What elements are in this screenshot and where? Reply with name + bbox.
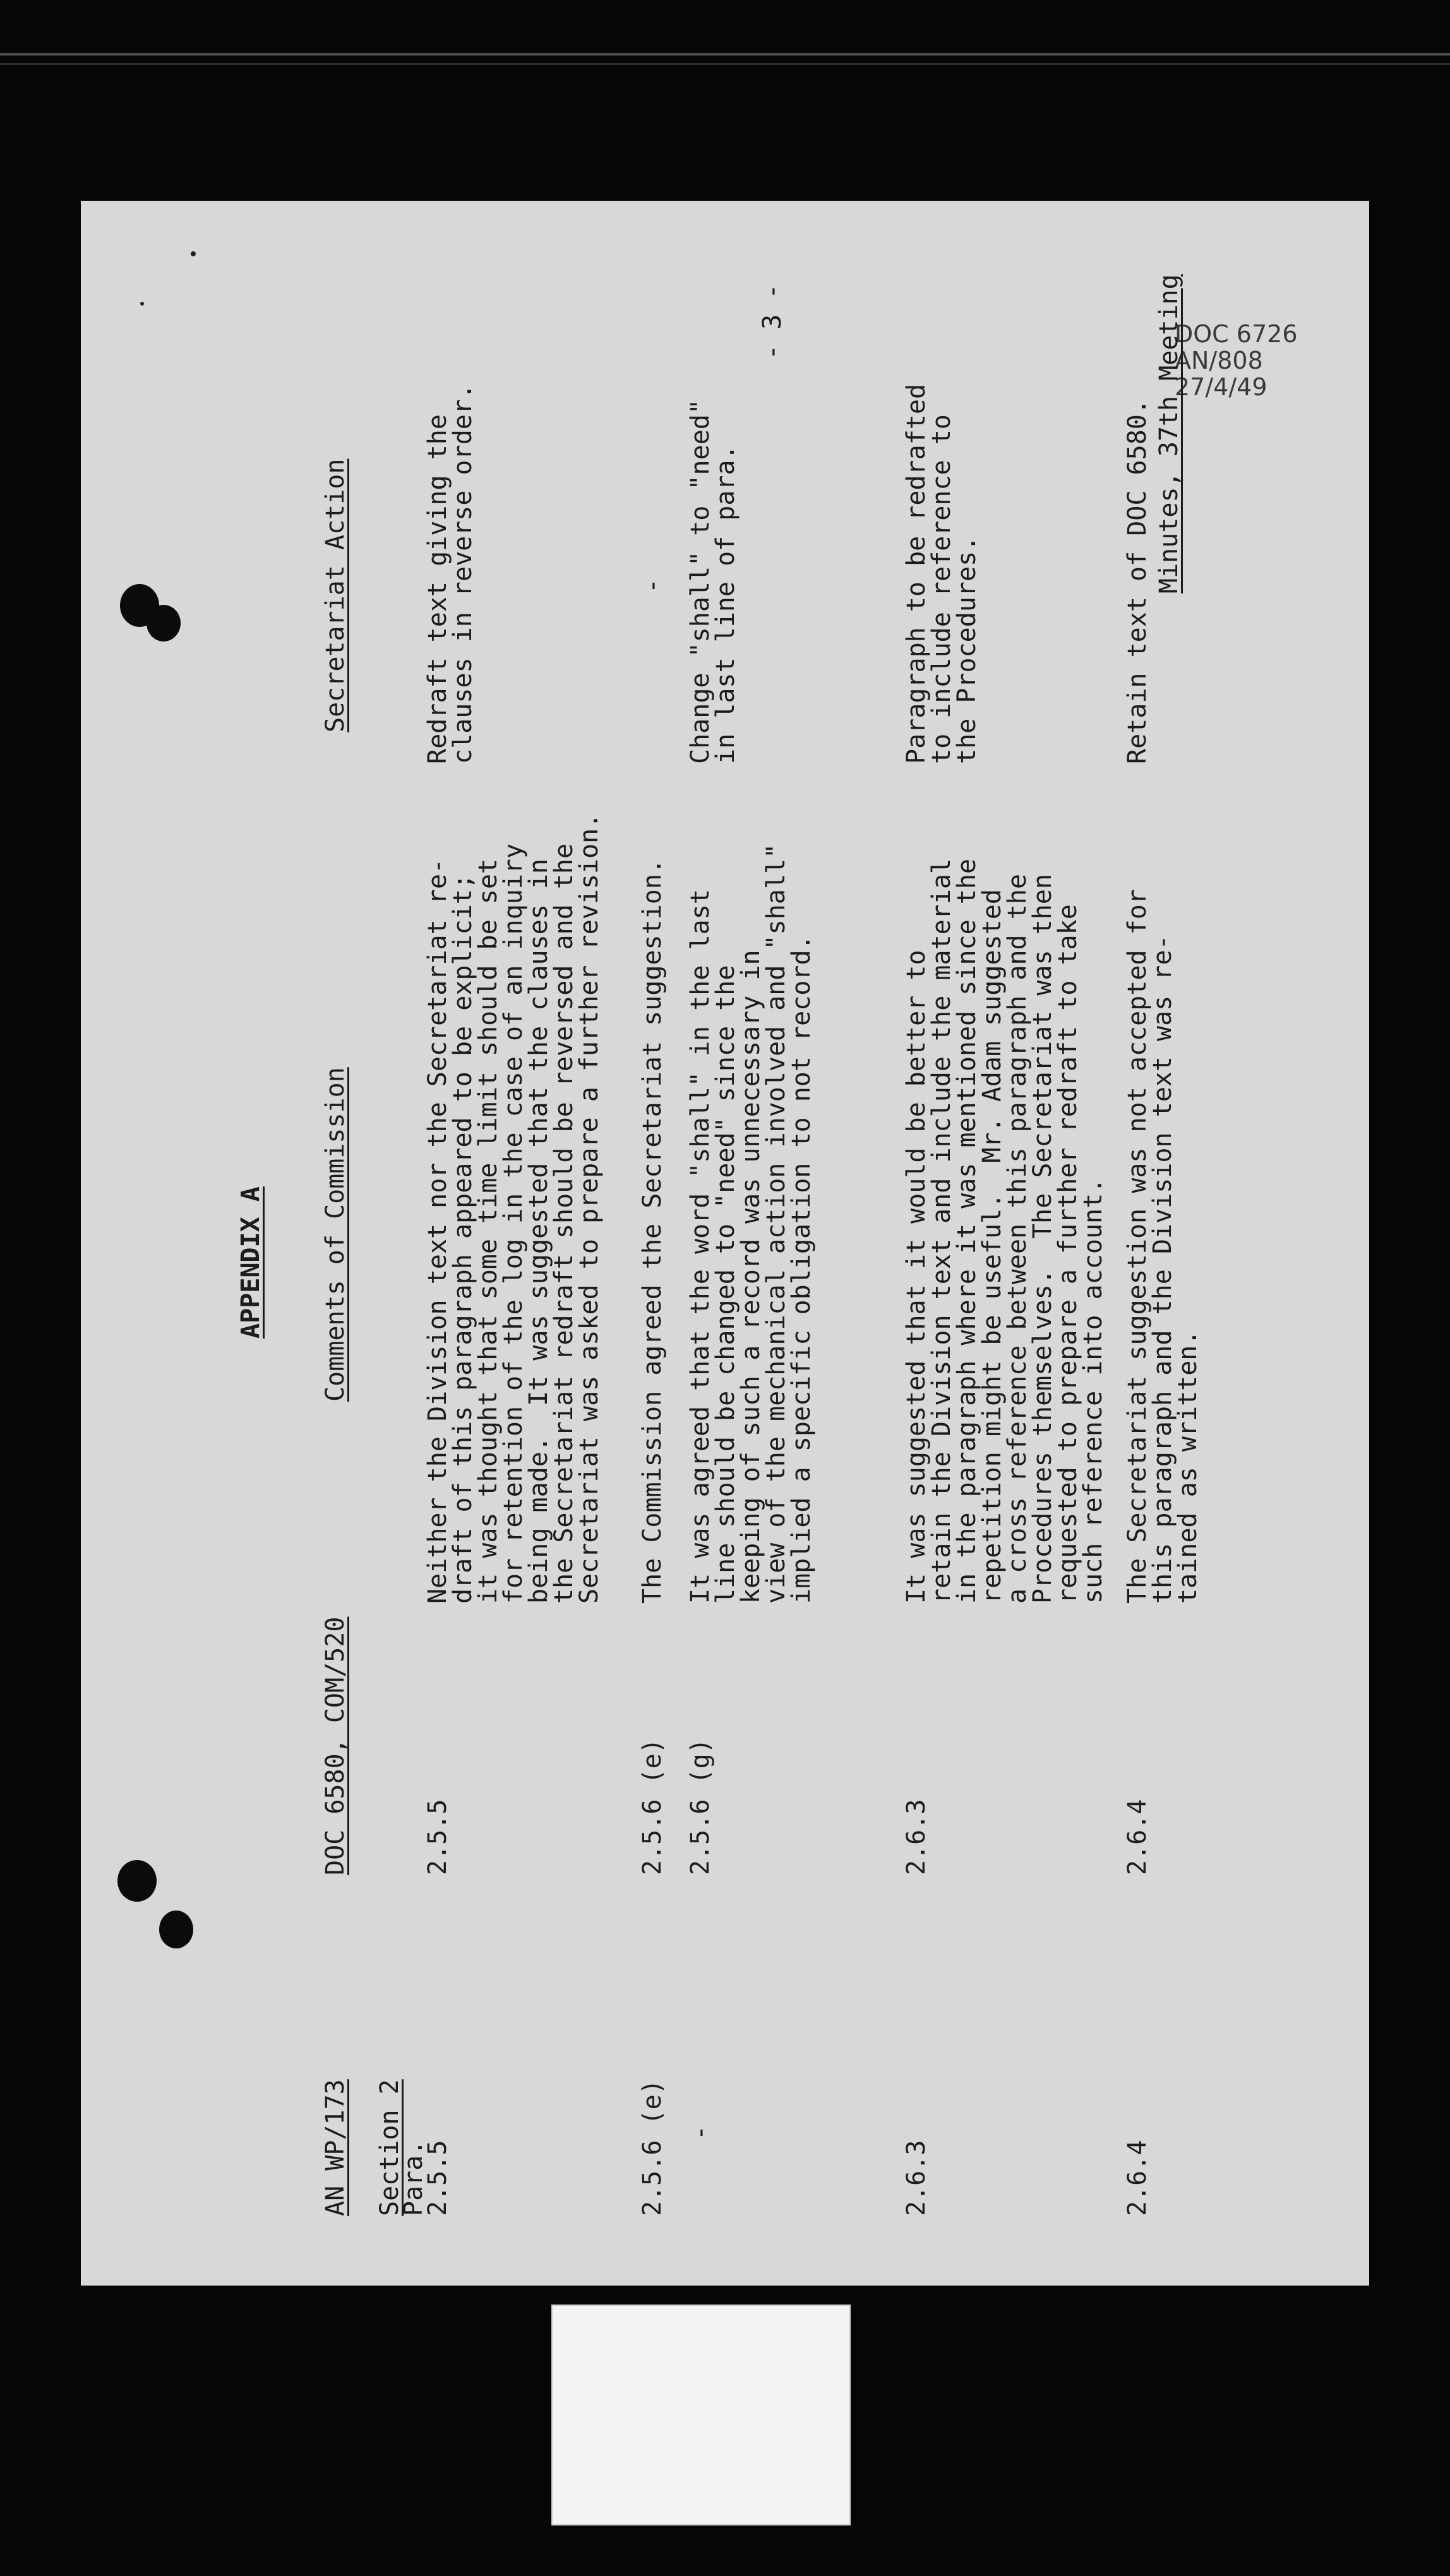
doc-ref-line3: 27/4/49	[1175, 373, 1267, 401]
row5-ref-wp: 2.6.4	[1123, 2140, 1152, 2216]
row1-comment-line: Neither the Division text nor the Secretariat re-	[423, 858, 452, 1604]
row3-comment-line: view of the mechanical action involved and "shall"	[762, 843, 791, 1604]
column-header-action: Secretariat Action	[321, 458, 350, 732]
row2-action: -	[638, 578, 667, 593]
row3-action-line: in last line of para.	[711, 444, 740, 764]
row4-action-line: Paragraph to be redrafted	[902, 383, 931, 764]
column-header-doc: DOC 6580, COM/520	[321, 1616, 350, 1875]
row3-ref-wp: -	[686, 2125, 715, 2140]
row1-action-line: Redraft text giving the	[423, 414, 452, 764]
row1-ref-wp: 2.5.5	[423, 2140, 452, 2216]
row4-comment-line: It was suggested that it would be better to	[902, 950, 931, 1604]
row4-ref-doc: 2.6.3	[902, 1799, 931, 1875]
row3-comment-line: keeping of such a record was unnecessary in	[736, 950, 765, 1604]
row4-comment-line: a cross reference between this paragraph and the	[1003, 874, 1032, 1604]
row1-action	[423, 383, 530, 764]
doc-ref-line1: DOC 6726	[1175, 320, 1298, 348]
column-header-wp: AN WP/173	[321, 2079, 350, 2216]
row3-comment	[686, 843, 873, 1604]
row1-comment-line: the Secretariat redraft should be reversed and the	[549, 843, 578, 1604]
row4-comment-line: in the paragraph where it was mentioned since the	[952, 858, 981, 1604]
row3-comment-line: implied a specific obligation to not record.	[787, 934, 816, 1604]
speck	[191, 251, 196, 256]
rotated-content	[95, 274, 1408, 2235]
row3-ref-doc: 2.5.6 (g)	[686, 1738, 715, 1875]
row4-ref-wp: 2.6.3	[902, 2140, 931, 2216]
row2-ref-wp: 2.5.6 (e)	[638, 2079, 667, 2216]
row4-action-line: to include reference to	[927, 414, 956, 764]
scan-edge-line-2	[0, 63, 1450, 65]
row4-action-line: the Procedures.	[952, 535, 981, 764]
row1-comment-line: Secretariat was asked to prepare a further revision.	[575, 813, 604, 1604]
row4-comment-line: requested to prepare a further redraft to take	[1053, 904, 1082, 1604]
row3-comment-line: It was agreed that the word "shall" in the last	[686, 889, 715, 1604]
row1-comment-line: draft of this paragraph appeared to be explicit;	[448, 874, 477, 1604]
page-number-display: - 3 -	[758, 283, 787, 360]
row3-comment-line: line should be changed to "need" since the	[711, 965, 740, 1604]
row2-ref-doc: 2.5.6 (e)	[638, 1738, 667, 1875]
row4-comment-line: such reference into account.	[1079, 1178, 1108, 1604]
column-header-comments: Comments of Commission	[321, 1067, 350, 1402]
row5-comment-line: tained as written.	[1173, 1330, 1202, 1604]
appendix-title: APPENDIX A	[236, 1186, 265, 1339]
row1-ref-doc: 2.5.5	[423, 1799, 452, 1875]
row5-comment	[1123, 889, 1257, 1604]
row5-comment-line: The Secretariat suggestion was not accepted for	[1123, 889, 1152, 1604]
blank-label-card	[551, 2305, 851, 2525]
row3-action-line: Change "shall" to "need"	[686, 399, 715, 764]
row1-comment-line: for retention of the log in the case of an inquiry	[499, 843, 528, 1604]
para-label: Para.	[399, 2140, 428, 2216]
row3-action	[686, 399, 793, 764]
row5-action: Retain text of DOC 6580.	[1123, 399, 1152, 764]
section-label: Section 2	[375, 2079, 404, 2216]
scan-edge-line	[0, 53, 1450, 56]
row1-comment-line: it was thought that some time limit should be set	[474, 858, 503, 1604]
row1-comment-line: being made. It was suggested that the clauses in	[524, 858, 553, 1604]
row4-comment-line: retain the Division text and include the material	[927, 858, 956, 1604]
meeting-title: Minutes, 37th Meeting	[1154, 274, 1183, 593]
row5-comment-line: this paragraph and the Division text was re-	[1148, 934, 1177, 1604]
row4-action	[902, 383, 1036, 764]
row4-comment-line: Procedures themselves. The Secretariat was then	[1028, 874, 1057, 1604]
row5-ref-doc: 2.6.4	[1123, 1799, 1152, 1875]
row2-comment: The Commission agreed the Secretariat suggestion.	[638, 858, 667, 1604]
doc-ref-line2: AN/808	[1175, 347, 1263, 374]
row4-comment-line: repetition might be useful. Mr. Adam suggested	[978, 889, 1007, 1604]
row1-action-line: clauses in reverse order.	[448, 383, 477, 764]
